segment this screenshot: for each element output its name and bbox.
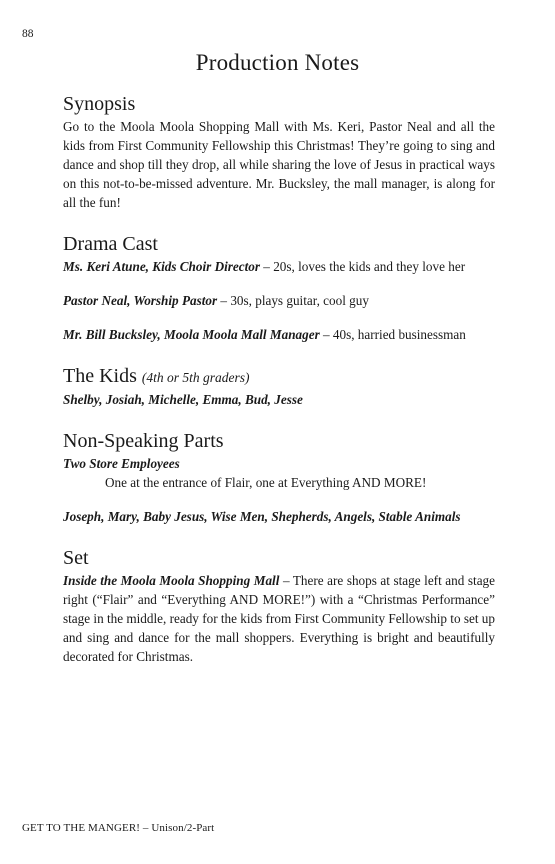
page-content: [63, 92, 495, 666]
non-speaking-heading: Non-Speaking Parts: [63, 430, 224, 452]
page-number: 88: [22, 28, 34, 40]
synopsis-heading: Synopsis: [63, 93, 136, 115]
drama-cast-section: [63, 232, 495, 344]
kids-names: Shelby, Josiah, Michelle, Emma, Bud, Jesse: [63, 392, 303, 407]
non-speaking-section: [63, 429, 495, 526]
cast-member: [63, 291, 495, 310]
employees-text: One at the entrance of Flair, one at Everything AND MORE!: [105, 475, 427, 490]
set-text: – There are shops at stage left and stage right (“Flair” and “Everything AND MORE!”) with a “Christmas Performance” stage in the middle, ready for the kids from First Community Fellowship to set up and sing and dance for the mall shoppers. Everything is bright and beautifully decorated for Christmas.: [63, 573, 495, 664]
set-description: [63, 571, 495, 666]
cast-role: Ms. Keri Atune, Kids Choir Director: [63, 259, 260, 274]
cast-description: – 30s, plays guitar, cool guy: [217, 293, 369, 308]
cast-description: – 40s, harried businessman: [319, 327, 466, 342]
set-location: Inside the Moola Moola Shopping Mall: [63, 573, 280, 588]
employees-label: Two Store Employees: [63, 456, 180, 471]
page-title: Production Notes: [195, 50, 360, 75]
cast-description: – 20s, loves the kids and they love her: [260, 259, 466, 274]
cast-role: Pastor Neal, Worship Pastor: [63, 293, 218, 308]
set-section: [63, 546, 495, 666]
drama-cast-heading: Drama Cast: [63, 233, 158, 255]
kids-grade-note: (4th or 5th graders): [141, 370, 250, 385]
cast-role: Mr. Bill Bucksley, Moola Moola Mall Manager: [63, 327, 320, 342]
kids-heading: [63, 364, 495, 390]
cast-member: [63, 325, 495, 344]
set-heading: Set: [63, 547, 89, 569]
kids-heading-text: The Kids: [63, 365, 137, 387]
kids-section: [63, 364, 495, 409]
synopsis-text: Go to the Moola Moola Shopping Mall with Ms. Keri, Pastor Neal and all the kids from First Community Fellowship this Christmas! They’re going to sing and dance and shop till they drop, all while sharing the love of Jesus in practical ways on this not-to-be-missed adventure. Mr. Bucksley, the mall manager, is along for all the fun!: [63, 119, 495, 210]
synopsis-section: [63, 92, 495, 212]
page-footer: GET TO THE MANGER! – Unison/2-Part: [22, 822, 215, 834]
other-non-speaking: Joseph, Mary, Baby Jesus, Wise Men, Shepherds, Angels, Stable Animals: [63, 509, 461, 524]
cast-member: [63, 257, 495, 276]
